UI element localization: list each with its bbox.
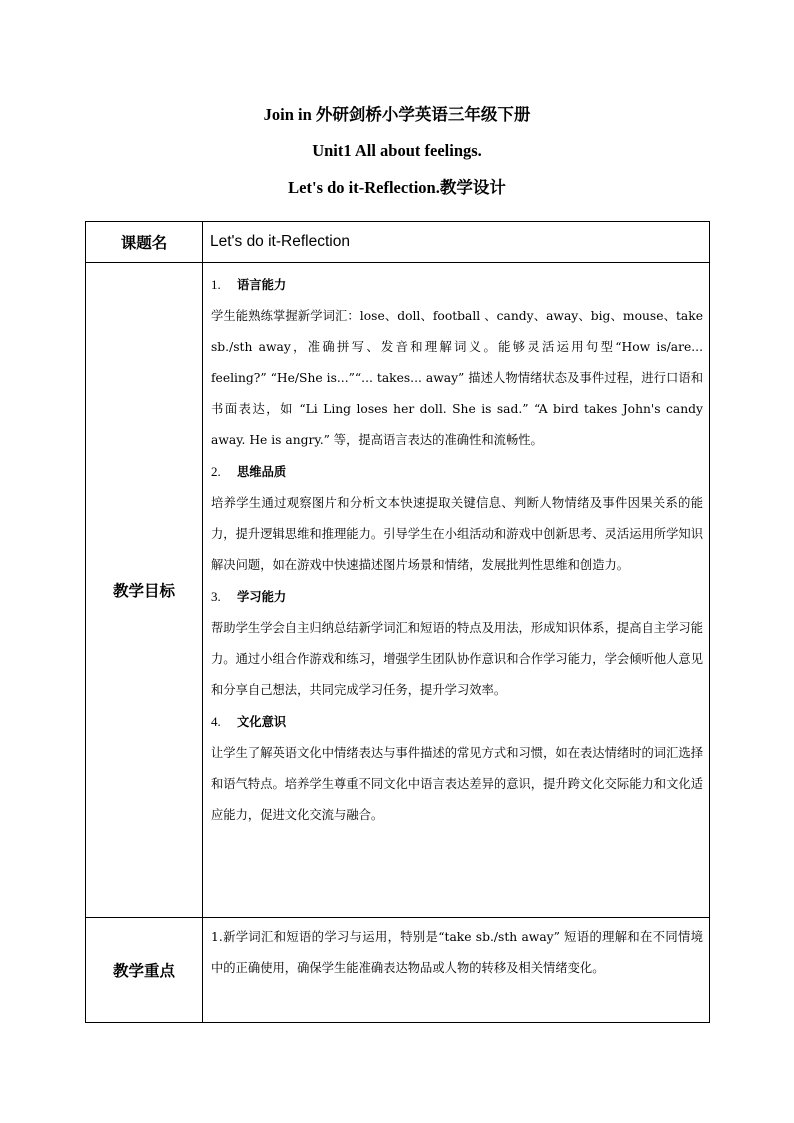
objective-heading-4: 4. 文化意识 [211,714,287,729]
value-teaching-objectives [203,263,710,918]
document-title: Join in 外研剑桥小学英语三年级下册 [263,105,531,124]
lesson-plan-table [85,221,710,1023]
row-teaching-objectives [86,263,710,918]
objective-heading-1: 1. 语言能力 [211,277,287,292]
objective-heading-2: 2. 思维品质 [211,464,287,479]
label-lesson-name: 课题名 [86,222,203,263]
label-teaching-objectives: 教学目标 [86,263,203,918]
document-titles [0,104,794,199]
objective-text-3: 帮助学生学会自主归纳总结新学词汇和短语的特点及用法，形成知识体系，提高自主学习能力。通过小组合作游戏和练习，增强学生团队协作意识和合作学习能力，学会倾听他人意见和分享自己想法，共同完成学习任务，提升学习效率。 [211,621,703,697]
row-teaching-focus [86,918,710,1023]
objective-heading-3: 3. 学习能力 [211,589,287,604]
value-lesson-name: Let's do it-Reflection [203,222,710,263]
value-teaching-focus [203,918,710,1023]
objective-text-1: 学生能熟练掌握新学词汇：lose、doll、football 、candy、away、big、mouse、take sb./sth away，准确拼写、发音和理解词义。能够灵活运用句型“How is/are... feeling?” “He/She is...”“... takes... away” 描述人物情绪状态及事件过程，进行口语和书面表达，如 “Li Ling loses her doll. She is sad.” “A bird takes John's candy away. He is angry.” 等，提高语言表达的准确性和流畅性。 [211,309,703,447]
focus-text: 1.新学词汇和短语的学习与运用，特别是“take sb./sth away” 短语的理解和在不同情境中的正确使用，确保学生能准确表达物品或人物的转移及相关情绪变化。 [211,930,703,975]
objective-text-2: 培养学生通过观察图片和分析文本快速提取关键信息、判断人物情绪及事件因果关系的能力，提升逻辑思维和推理能力。引导学生在小组活动和游戏中创新思考、灵活运用所学知识解决问题，如在游戏中快速描述图片场景和情绪，发展批判性思维和创造力。 [211,496,703,572]
unit-title: Unit1 All about feelings. [312,141,482,160]
lesson-title: Let's do it-Reflection.教学设计 [288,178,506,197]
row-lesson-name [86,222,710,263]
label-teaching-focus: 教学重点 [86,918,203,1023]
objective-text-4: 让学生了解英语文化中情绪表达与事件描述的常见方式和习惯，如在表达情绪时的词汇选择和语气特点。培养学生尊重不同文化中语言表达差异的意识，提升跨文化交际能力和文化适应能力，促进文化交流与融合。 [211,746,703,822]
